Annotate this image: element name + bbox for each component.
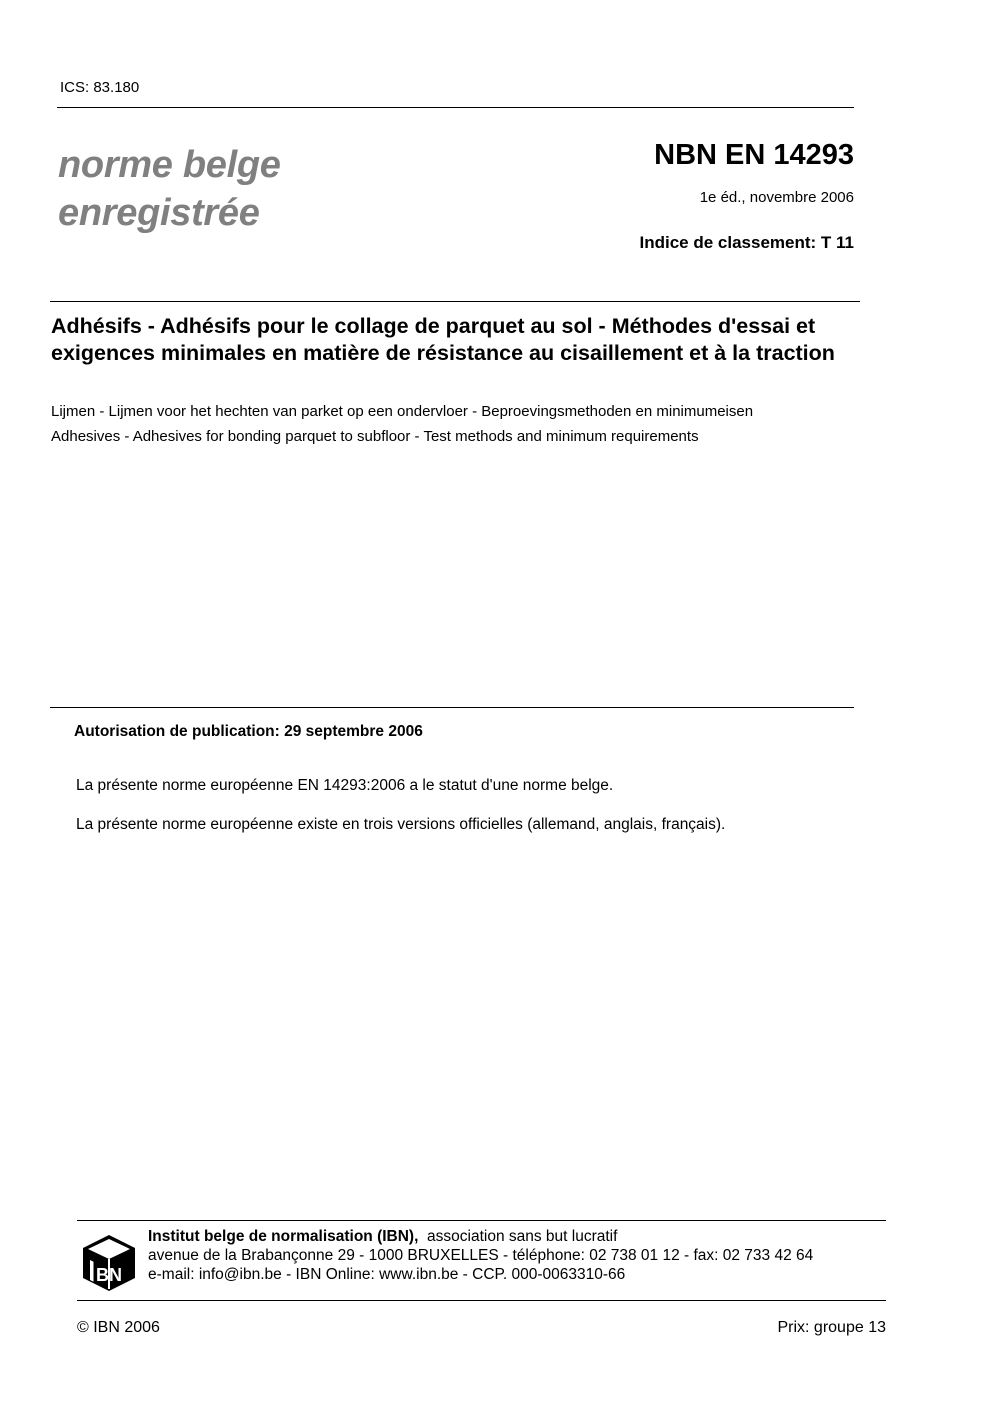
title-top-rule: [50, 301, 860, 302]
institute-contact: e-mail: info@ibn.be - IBN Online: www.ibn.be - CCP. 000-0063310-66: [148, 1266, 626, 1283]
status-paragraph: La présente norme européenne EN 14293:2006 a le statut d'une norme belge.: [76, 777, 614, 794]
institute-name: Institut belge de normalisation (IBN),: [148, 1228, 419, 1245]
norm-belge-title: [58, 141, 281, 237]
institute-address: avenue de la Brabançonne 29 - 1000 BRUXELLES - téléphone: 02 738 01 12 - fax: 02 733 42 64: [148, 1247, 814, 1264]
standard-number: NBN EN 14293: [654, 139, 854, 171]
logo-letter-i: [90, 1260, 94, 1282]
classification-index: Indice de classement: T 11: [639, 233, 854, 252]
ibn-logo: [82, 1234, 136, 1292]
edition-date: 1e éd., novembre 2006: [699, 189, 854, 206]
norm-title-line1: norme belge: [58, 144, 281, 186]
ics-code: ICS: 83.180: [60, 79, 140, 96]
top-rule: [57, 107, 854, 108]
title-english: Adhesives - Adhesives for bonding parquet to subfloor - Test methods and minimum requirements: [51, 428, 699, 445]
institute-info: [148, 1227, 813, 1284]
institute-type: association sans but lucratif: [427, 1228, 618, 1245]
logo-letters: BN: [96, 1265, 122, 1285]
institute-line: [148, 1227, 813, 1246]
title-french: Adhésifs - Adhésifs pour le collage de parquet au sol - Méthodes d'essai et exigences minimales en matière de résistance au cisaillement et à la traction: [51, 314, 835, 365]
publication-rule: [50, 707, 854, 708]
versions-paragraph: La présente norme européenne existe en trois versions officielles (allemand, anglais, français).: [76, 816, 726, 833]
copyright: © IBN 2006: [77, 1319, 160, 1336]
footer-bottom-rule: [77, 1300, 886, 1301]
footer-top-rule: [77, 1220, 886, 1221]
price-group: Prix: groupe 13: [777, 1319, 886, 1336]
title-dutch: Lijmen - Lijmen voor het hechten van parket op een ondervloer - Beproevingsmethoden en minimumeisen: [51, 403, 754, 420]
publication-authorization: Autorisation de publication: 29 septembre 2006: [74, 723, 423, 740]
norm-title-line2: enregistrée: [58, 192, 260, 234]
